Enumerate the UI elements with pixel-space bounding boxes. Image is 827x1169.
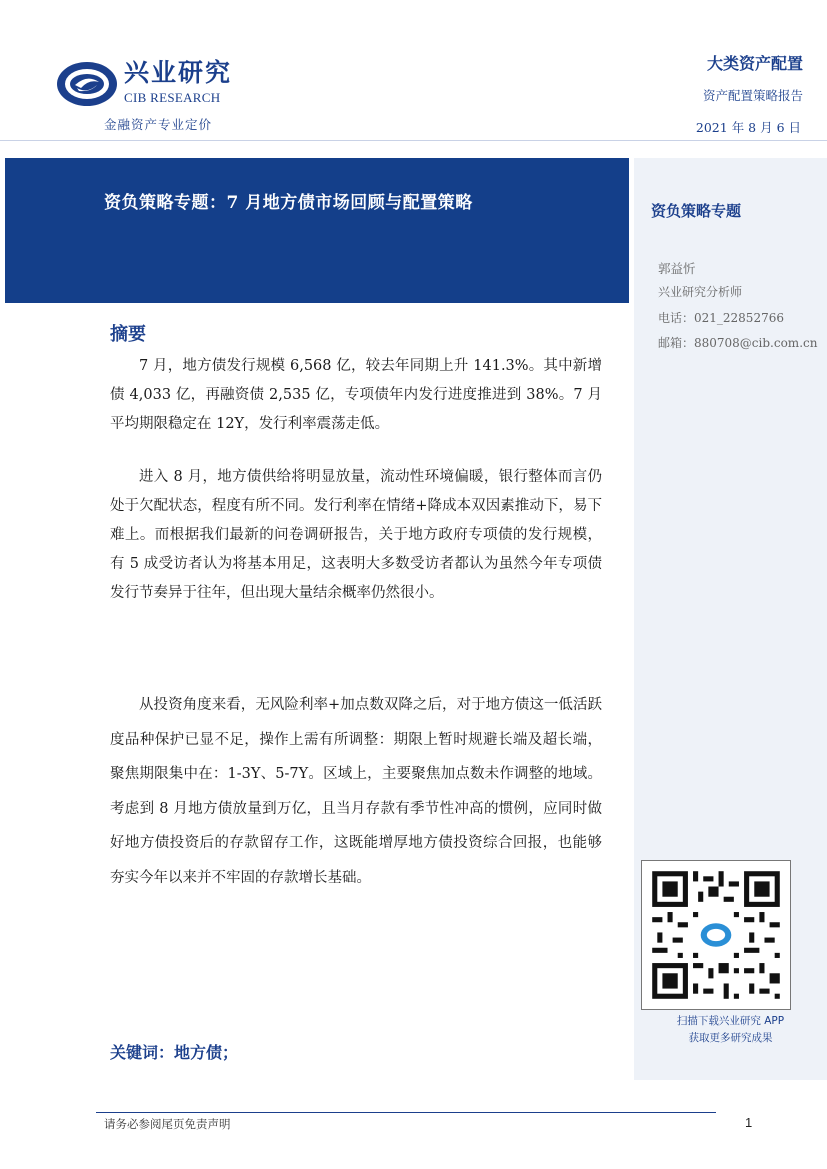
- abstract-paragraph: 7 月，地方债发行规模 6,568 亿，较去年同期上升 141.3%。其中新增债 4,033 亿，再融资债 2,535 亿，专项债年内发行进度推进到 38%。7 月平均期限稳定在 12Y，发行利率震荡走低。: [110, 358, 602, 432]
- author-phone: 电话：021_22852766: [658, 311, 784, 325]
- logo-tagline: 金融资产专业定价: [104, 117, 213, 132]
- qr-caption-more: 获取更多研究成果: [688, 1032, 773, 1044]
- report-category: 大类资产配置: [706, 54, 803, 73]
- abstract-heading: 摘要: [110, 324, 146, 345]
- logo-subtitle: CIB RESEARCH: [124, 90, 221, 105]
- abstract-paragraph: 从投资角度来看，无风险利率+加点数双降之后，对于地方债这一低活跃度品种保护已显不足，操作上需有所调整：期限上暂时规避长端及超长端，聚焦期限集中在：1-3Y、5-7Y。区域上，主要聚焦加点数未作调整的地域。考虑到 8 月地方债放量到万亿，且当月存款有季节性冲高的惯例，应同时做好地方债投资后的存款留存工作，这既能增厚地方债投资综合回报，也能够夯实今年以来并不牢固的存款增长基础。: [110, 697, 602, 886]
- author-role: 兴业研究分析师: [658, 285, 743, 299]
- footer-disclaimer: 请务必参阅尾页免责声明: [104, 1117, 231, 1131]
- qr-code[interactable]: [641, 860, 791, 1010]
- header-divider: [0, 140, 827, 141]
- report-title: 资负策略专题：7 月地方债市场回顾与配置策略: [104, 193, 473, 213]
- sidebar-section-title: 资负策略专题: [651, 202, 742, 220]
- author-name: 郭益忻: [658, 261, 696, 276]
- qr-code-icon: [642, 861, 790, 1009]
- logo-title: 兴业研究: [124, 58, 233, 87]
- keywords: 关键词：地方债；: [110, 1043, 239, 1062]
- page-number: 1: [745, 1115, 753, 1130]
- footer-divider: [96, 1112, 716, 1113]
- author-email[interactable]: 邮箱：880708@cib.com.cn: [658, 336, 818, 350]
- report-type: 资产配置策略报告: [702, 88, 803, 103]
- report-date: 2021 年 8 月 6 日: [695, 120, 801, 135]
- qr-caption-download: 扫描下载兴业研究 APP: [676, 1015, 785, 1027]
- abstract-paragraph: 进入 8 月，地方债供给将明显放量，流动性环境偏暖，银行整体而言仍处于欠配状态，程度有所不同。发行利率在情绪+降成本双因素推动下，易下难上。而根据我们最新的问卷调研报告，关于地方政府专项债的发行规模，有 5 成受访者认为将基本用足，这表明大多数受访者都认为虽然今年专项债发行节奏异于往年，但出现大量结余概率仍然很小。: [110, 469, 602, 601]
- title-banner: [5, 158, 629, 303]
